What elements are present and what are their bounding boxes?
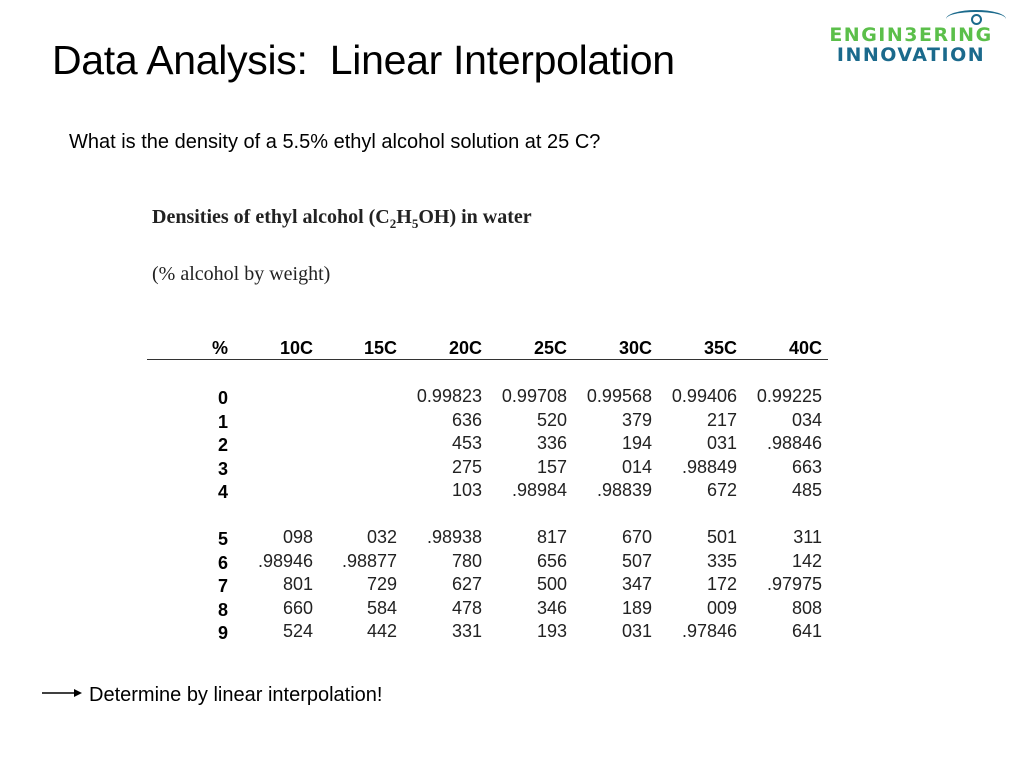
right-arrow-icon: [42, 686, 82, 700]
header-rule: [147, 359, 828, 360]
density-cell: 729: [366, 574, 397, 594]
percent-cell: 1: [217, 411, 228, 432]
density-cell: 817: [536, 527, 567, 547]
density-cell: 335: [706, 550, 737, 571]
column-header: 30C: [618, 338, 652, 358]
column-header: 15C: [363, 338, 397, 358]
column-header: 20C: [448, 338, 482, 358]
density-cell: 636: [451, 409, 482, 430]
percent-cell: 8: [217, 599, 228, 620]
engineering-innovation-logo: [806, 4, 1016, 68]
density-cell: .97975: [766, 574, 822, 594]
density-cell: 501: [706, 527, 737, 547]
percent-cell: 6: [217, 552, 228, 573]
density-cell: 485: [791, 480, 822, 500]
density-cell: 0.99823: [416, 386, 482, 406]
density-cell: .98946: [257, 550, 313, 571]
density-cell: 627: [451, 574, 482, 594]
column-header: %: [211, 338, 228, 358]
density-cell: 172: [706, 574, 737, 594]
density-cell: 656: [536, 550, 567, 571]
density-cell: 801: [282, 574, 313, 594]
density-cell: 032: [366, 527, 397, 547]
footer-instruction: Determine by linear interpolation!: [89, 684, 383, 706]
density-cell: 780: [451, 550, 482, 571]
density-cell: 346: [536, 597, 567, 618]
density-cell: 189: [621, 597, 652, 618]
density-cell: 311: [793, 527, 822, 547]
question-text: What is the density of a 5.5% ethyl alcohol solution at 25 C?: [69, 131, 601, 153]
density-cell: 442: [366, 621, 397, 641]
column-header: 25C: [533, 338, 567, 358]
percent-cell: 5: [217, 529, 228, 549]
density-cell: 0.99406: [671, 386, 737, 406]
logo-line2: INNOVATION: [836, 44, 986, 66]
density-cell: 670: [621, 527, 652, 547]
density-cell: 478: [451, 597, 482, 618]
density-cell: 0.99225: [756, 386, 822, 406]
percent-cell: 0: [217, 388, 228, 408]
density-cell: 031: [621, 621, 652, 641]
density-cell: 379: [621, 409, 652, 430]
density-cell: .98938: [426, 527, 482, 547]
density-cell: 098: [282, 527, 313, 547]
percent-cell: 4: [217, 482, 228, 502]
density-cell: .98984: [511, 480, 567, 500]
density-cell: 009: [706, 597, 737, 618]
column-header: 10C: [279, 338, 313, 358]
density-cell: 520: [536, 409, 567, 430]
density-cell: 031: [706, 433, 737, 453]
table-subtitle: (% alcohol by weight): [152, 263, 331, 285]
density-cell: 103: [451, 480, 482, 500]
slide-title: Data Analysis: Linear Interpolation: [52, 37, 675, 83]
density-cell: 507: [621, 550, 652, 571]
logo-line1: ENGIN3ERING: [829, 24, 993, 46]
density-cell: 584: [366, 597, 397, 618]
density-cell: 347: [621, 574, 652, 594]
percent-cell: 2: [217, 435, 228, 455]
density-cell: 524: [282, 621, 313, 641]
density-cell: 0.99568: [586, 386, 652, 406]
column-header: 35C: [703, 338, 737, 358]
density-cell: 142: [791, 550, 822, 571]
density-cell: 275: [451, 456, 482, 477]
density-cell: 217: [706, 409, 737, 430]
percent-cell: 9: [217, 623, 228, 643]
density-cell: 014: [621, 456, 652, 477]
density-cell: 193: [536, 621, 567, 641]
table-title: Densities of ethyl alcohol $(C_2H_5OH)$ in water: [152, 206, 532, 231]
density-cell: 453: [451, 433, 482, 453]
density-cell: 034: [791, 409, 822, 430]
density-cell: 157: [536, 456, 567, 477]
density-cell: 500: [536, 574, 567, 594]
density-cell: 660: [282, 597, 313, 618]
density-cell: 663: [791, 456, 822, 477]
percent-cell: 3: [217, 458, 228, 479]
density-cell: .98849: [681, 456, 737, 477]
density-cell: .97846: [681, 621, 737, 641]
percent-cell: 7: [217, 576, 228, 596]
column-header: 40C: [788, 338, 822, 358]
density-cell: 0.99708: [501, 386, 567, 406]
density-cell: .98846: [766, 433, 822, 453]
density-cell: .98839: [596, 480, 652, 500]
density-cell: 331: [451, 621, 482, 641]
density-cell: 641: [791, 621, 822, 641]
density-cell: 194: [621, 433, 652, 453]
density-cell: 336: [536, 433, 567, 453]
density-cell: .98877: [341, 550, 397, 571]
density-cell: 808: [791, 597, 822, 618]
density-cell: 672: [706, 480, 737, 500]
